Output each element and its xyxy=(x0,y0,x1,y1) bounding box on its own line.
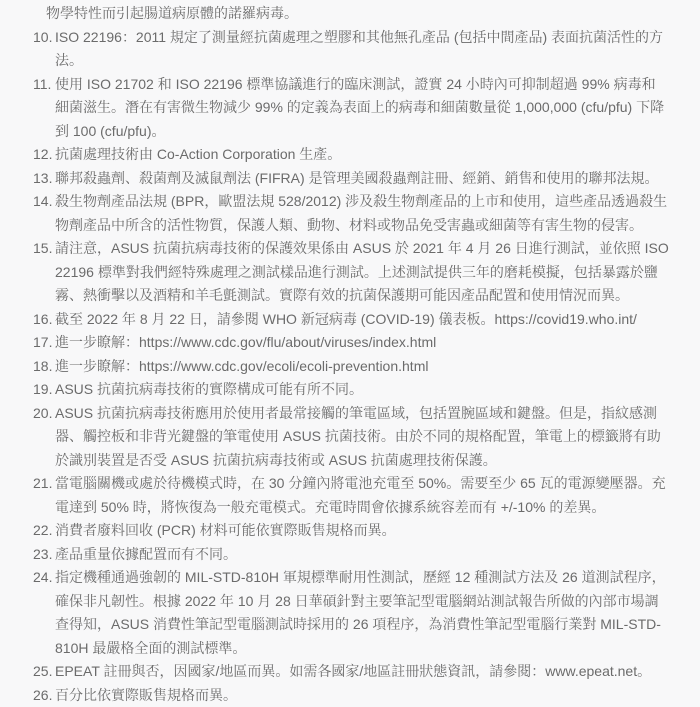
footnote-item xyxy=(33,543,669,567)
footnote-text: ISO 22196：2011 規定了測量經抗菌處理之塑膠和其他無孔產品 (包括中間產品) 表面抗菌活性的方法。 xyxy=(55,29,663,69)
footnote-text: 產品重量依據配置而有不同。 xyxy=(55,546,237,562)
footnote-text: 進一步瞭解：https://www.cdc.gov/flu/about/viruses/index.html xyxy=(55,334,436,350)
footnote-item xyxy=(33,566,669,660)
footnote-number: 13. xyxy=(33,167,52,191)
footnote-number: 15. xyxy=(33,237,52,261)
footnote-number: 18. xyxy=(33,355,52,379)
footnote-number: 25. xyxy=(33,660,52,684)
footnote-item xyxy=(33,660,669,684)
footnote-item xyxy=(33,26,669,73)
footnote-number: 20. xyxy=(33,402,52,426)
footnote-item xyxy=(33,684,669,707)
footnote-continuation-line: 物學特性而引起腸道病原體的諾羅病毒。 xyxy=(33,2,669,26)
footnote-text: 殺生物劑產品法規 (BPR，歐盟法規 528/2012) 涉及殺生物劑產品的上市和使用，這些產品透過殺生物劑產品中所含的活性物質，保護人類、動物、材料或物品免受害蟲或細菌等有害生物的侵害。 xyxy=(55,193,667,233)
footnote-number: 22. xyxy=(33,519,52,543)
footnote-text: 進一步瞭解：https://www.cdc.gov/ecoli/ecoli-prevention.html xyxy=(55,358,428,374)
footnote-number: 26. xyxy=(33,684,52,707)
footnote-item xyxy=(33,378,669,402)
footnote-item xyxy=(33,190,669,237)
footnote-text: 聯邦殺蟲劑、殺菌劑及滅鼠劑法 (FIFRA) 是管理美國殺蟲劑註冊、經銷、銷售和使用的聯邦法規。 xyxy=(55,170,659,186)
footnote-text: EPEAT 註冊與否，因國家/地區而異。如需各國家/地區註冊狀態資訊，請參閱：www.epeat.net。 xyxy=(55,663,651,679)
footnote-text: ASUS 抗菌抗病毒技術應用於使用者最常接觸的筆電區域，包括置腕區域和鍵盤。但是，指紋感測器、觸控板和非背光鍵盤的筆電使用 ASUS 抗菌技術。由於不同的規格配置，筆電上的標籤將有助於識別裝置是否受 ASUS 抗菌抗病毒技術或 ASUS 抗菌處理技術保護。 xyxy=(55,405,661,468)
footnote-number: 17. xyxy=(33,331,52,355)
footnote-number: 11. xyxy=(33,73,51,97)
footnote-text: 請注意，ASUS 抗菌抗病毒技術的保護效果係由 ASUS 於 2021 年 4 月 26 日進行測試，並依照 ISO 22196 標準對我們經特殊處理之測試樣品進行測試。上述測試提供三年的磨耗模擬，包括暴露於鹽霧、熱衝擊以及酒精和羊毛氈測試。實際有效的抗菌保護期可能因產品配置和使用情況而異。 xyxy=(55,240,669,303)
footnote-text: 百分比依實際販售規格而異。 xyxy=(55,687,237,703)
footnote-number: 16. xyxy=(33,308,52,332)
footnote-text: 截至 2022 年 8 月 22 日，請參閱 WHO 新冠病毒 (COVID-19) 儀表板。https://covid19.who.int/ xyxy=(55,311,637,327)
footnote-number: 21. xyxy=(33,472,52,496)
footnote-item xyxy=(33,331,669,355)
footnote-text: 當電腦關機或處於待機模式時，在 30 分鐘內將電池充電至 50%。需要至少 65 瓦的電源變壓器。充電達到 50% 時，將恢復為一般充電模式。充電時間會依據系統容差而有 +/-10% 的差異。 xyxy=(55,475,666,515)
footnote-text: 指定機種通過強韌的 MIL-STD-810H 軍規標準耐用性測試，歷經 12 種測試方法及 26 道測試程序，確保非凡韌性。根據 2022 年 10 月 28 日華碩針對主要筆記型電腦網站測試報告所做的內部市場調查得知，ASUS 消費性筆記型電腦測試時採用的 26 項程序，為消費性筆記型電腦行業對 MIL-STD-810H 最嚴格全面的測試標準。 xyxy=(55,569,666,656)
footnote-item xyxy=(33,519,669,543)
footnote-text: 抗菌處理技術由 Co-Action Corporation 生產。 xyxy=(55,146,341,162)
footnote-item xyxy=(33,237,669,308)
footnote-item xyxy=(33,73,669,144)
footnote-item xyxy=(33,402,669,473)
footnote-number: 23. xyxy=(33,543,52,567)
footnote-item xyxy=(33,355,669,379)
footnote-text: 消費者廢料回收 (PCR) 材料可能依實際販售規格而異。 xyxy=(55,522,396,538)
footnote-number: 24. xyxy=(33,566,52,590)
footnotes-list xyxy=(33,26,669,707)
footnote-number: 12. xyxy=(33,143,52,167)
footnote-number: 19. xyxy=(33,378,52,402)
footnote-item xyxy=(33,472,669,519)
footnote-text: ASUS 抗菌抗病毒技術的實際構成可能有所不同。 xyxy=(55,381,363,397)
footnote-item xyxy=(33,167,669,191)
footnote-number: 10. xyxy=(33,26,52,50)
footnote-item xyxy=(33,143,669,167)
footnote-text: 使用 ISO 21702 和 ISO 22196 標準協議進行的臨床測試，證實 24 小時內可抑制超過 99% 病毒和細菌滋生。潛在有害微生物減少 99% 的定義為表面上的病毒和細菌數量從 1,000,000 (cfu/pfu) 下降到 100 (cfu/pfu)。 xyxy=(55,76,664,139)
footnote-number: 14. xyxy=(33,190,52,214)
footnote-item xyxy=(33,308,669,332)
